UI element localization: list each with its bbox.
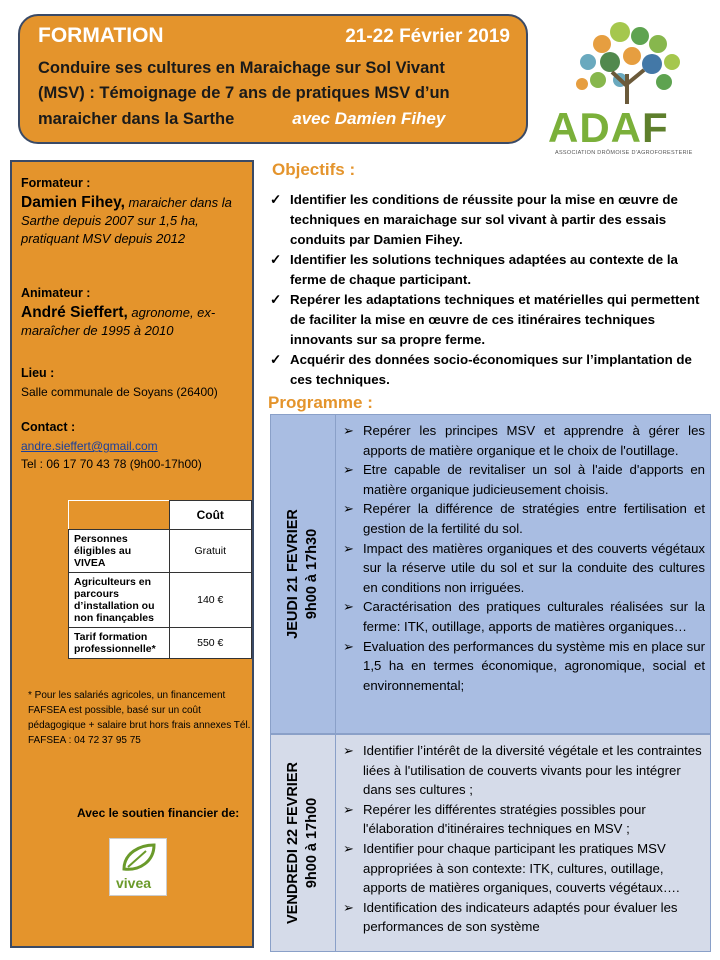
vivea-leaf-icon xyxy=(110,839,166,879)
formateur-label: Formateur : xyxy=(21,176,91,190)
day-1-label xyxy=(271,415,336,733)
contact-label: Contact : xyxy=(21,420,76,434)
objectifs-title: Objectifs : xyxy=(272,160,356,179)
list-item xyxy=(343,741,705,800)
animateur-desc: agronome, ex-maraîcher de 1995 à 2010 xyxy=(21,305,216,338)
title-line-3 xyxy=(38,106,516,132)
programme-item-text: Repérer les différentes stratégies possibles pour l'élaboration d'itinéraires techniques en MSV ; xyxy=(363,801,646,837)
arrow-bullet-icon: ➢ xyxy=(343,743,355,758)
programme-item-text: Evaluation des performances du système mis en place sur 1,5 ha en termes économique, agronomique, social et environnemental; xyxy=(363,638,705,693)
programme-item-text: Caractérisation des pratiques culturales réalisées sur la ferme: ITK, outillage, apports de matières organiques… xyxy=(363,599,705,634)
programme-item-text: Identification des indicateurs adaptés pour évaluer les performances de son système xyxy=(363,899,678,935)
arrow-bullet-icon: ➢ xyxy=(343,462,355,478)
day-2-items xyxy=(343,741,705,937)
programme-item-text: Identifier pour chaque participant les pratiques MSV appropriées à son contexte: ITK, cultures, outillage, apports de matières organiques, couverts végétaux…. xyxy=(363,840,680,896)
arrow-bullet-icon: ➢ xyxy=(343,638,355,654)
list-item xyxy=(270,250,710,290)
vivea-logo-text: vivea xyxy=(116,875,152,891)
list-item xyxy=(343,421,705,460)
checkmark-icon: ✓ xyxy=(270,352,282,367)
list-item xyxy=(343,637,705,696)
day-1-hours: 9h00 à 17h30 xyxy=(304,528,320,620)
day-2-label xyxy=(271,735,336,951)
list-item xyxy=(343,839,705,898)
programme-day-1 xyxy=(270,414,711,734)
objectif-text: Acquérir des données socio-économiques sur l’implantation de ces techniques. xyxy=(290,352,692,387)
logo-subtitle: ASSOCIATION DRÔMOISE D'AGROFORESTERIE xyxy=(555,150,693,156)
formation-label: FORMATION xyxy=(38,24,164,47)
adaf-logo-text xyxy=(548,104,669,152)
checkmark-icon: ✓ xyxy=(270,252,282,267)
animateur-info xyxy=(21,304,249,340)
support-label: Avec le soutien financier de: xyxy=(77,806,240,820)
cost-label: Tarif formation professionnelle* xyxy=(69,628,170,659)
arrow-bullet-icon: ➢ xyxy=(343,899,355,915)
arrow-bullet-icon: ➢ xyxy=(343,423,355,438)
arrow-bullet-icon: ➢ xyxy=(343,540,355,556)
title-line-1: Conduire ses cultures en Maraichage sur Sol Vivant xyxy=(38,59,445,77)
header-banner xyxy=(18,14,528,144)
programme-item-text: Repérer la différence de stratégies entre fertilisation et gestion de la fertilité du sol. xyxy=(363,501,705,536)
objectif-text: Identifier les solutions techniques adaptées au contexte de la ferme de chaque participant. xyxy=(290,252,678,287)
day-2-name: VENDREDI 22 FEVRIER xyxy=(285,762,301,924)
programme-item-text: Repérer les principes MSV et apprendre à gérer les apports de matière organique et le choix de l'outillage. xyxy=(363,423,705,458)
formation-date: 21-22 Février 2019 xyxy=(345,26,510,47)
checkmark-icon: ✓ xyxy=(270,192,282,207)
formateur-info xyxy=(21,194,249,248)
objectifs-list xyxy=(270,190,710,390)
cost-value: 140 € xyxy=(169,573,252,628)
day-1-name: JEUDI 21 FEVRIER xyxy=(285,509,301,639)
list-item xyxy=(343,898,705,937)
info-sidebar xyxy=(10,160,254,948)
programme-item-text: Etre capable de revitaliser un sol à l'aide d'apports en matière organique judicieusement choisis. xyxy=(363,462,705,497)
day-2-hours: 9h00 à 17h00 xyxy=(304,797,320,889)
lieu-label: Lieu : xyxy=(21,366,55,380)
list-item xyxy=(270,350,710,390)
list-item xyxy=(343,539,705,598)
title-line-2: (MSV) : Témoignage de 7 ans de pratiques MSV d’un xyxy=(38,84,450,102)
lieu-value: Salle communale de Soyans (26400) xyxy=(21,385,218,399)
checkmark-icon: ✓ xyxy=(270,292,282,307)
arrow-bullet-icon: ➢ xyxy=(343,599,355,615)
animateur-label: Animateur : xyxy=(21,286,91,300)
logo-text-f: F xyxy=(642,104,669,151)
programme-item-text: Impact des matières organiques et des couverts végétaux sur la réserve utile du sol et sur la conduite des cultures en conditions non irriguées. xyxy=(363,540,705,595)
cost-header: Coût xyxy=(169,501,252,530)
cost-label: Personnes éligibles au VIVEA xyxy=(69,530,170,573)
table-row xyxy=(69,530,252,573)
arrow-bullet-icon: ➢ xyxy=(343,840,355,856)
list-item xyxy=(343,800,705,839)
logo-text-ada: ADA xyxy=(548,104,642,151)
list-item xyxy=(270,190,710,250)
arrow-bullet-icon: ➢ xyxy=(343,801,355,817)
formateur-desc: maraicher dans la Sarthe depuis 2007 sur 1,5 ha, pratiquant MSV depuis 2012 xyxy=(21,195,232,246)
programme-title: Programme : xyxy=(268,393,373,412)
cost-table xyxy=(68,500,252,659)
trainer-with: avec Damien Fihey xyxy=(292,109,446,128)
objectif-text: Repérer les adaptations techniques et matérielles qui permettent de faciliter la mise en œuvre de ces itinéraires techniques innovants sur sa propre ferme. xyxy=(290,292,700,347)
contact-email-link[interactable]: andre.sieffert@gmail.com xyxy=(21,439,158,453)
cost-value: Gratuit xyxy=(169,530,252,573)
title-line-3-text: maraicher dans la Sarthe xyxy=(38,110,235,128)
day-1-items xyxy=(343,421,705,695)
programme-item-text: Identifier l’intérêt de la diversité végétale et les contraintes liées à l'utilisation de couverts vivants pour les intégrer dans ses cultures ; xyxy=(363,743,702,798)
cost-value: 550 € xyxy=(169,628,252,659)
list-item xyxy=(270,290,710,350)
animateur-name: André Sieffert, xyxy=(21,304,128,321)
list-item xyxy=(343,499,705,538)
cost-label: Agriculteurs en parcours d’installation ou non finançables xyxy=(69,573,170,628)
table-row xyxy=(69,573,252,628)
table-row xyxy=(69,628,252,659)
contact-tel: Tel : 06 17 70 43 78 (9h00-17h00) xyxy=(21,457,202,471)
list-item xyxy=(343,460,705,499)
vivea-logo xyxy=(109,838,167,896)
funding-note: * Pour les salariés agricoles, un financement FAFSEA est possible, basé sur un coût pédagogique + salaire brut hors frais annexes Tél. FAFSEA : 04 72 37 95 75 xyxy=(28,690,251,746)
formation-title xyxy=(38,56,516,132)
objectif-text: Identifier les conditions de réussite pour la mise en œuvre de techniques en maraichage sur sol vivant à partir des essais conduits par Damien Fihey. xyxy=(290,192,678,247)
formateur-name: Damien Fihey, xyxy=(21,194,125,211)
arrow-bullet-icon: ➢ xyxy=(343,501,355,517)
cost-table-blank xyxy=(69,501,170,530)
programme-day-2 xyxy=(270,734,711,952)
list-item xyxy=(343,597,705,636)
